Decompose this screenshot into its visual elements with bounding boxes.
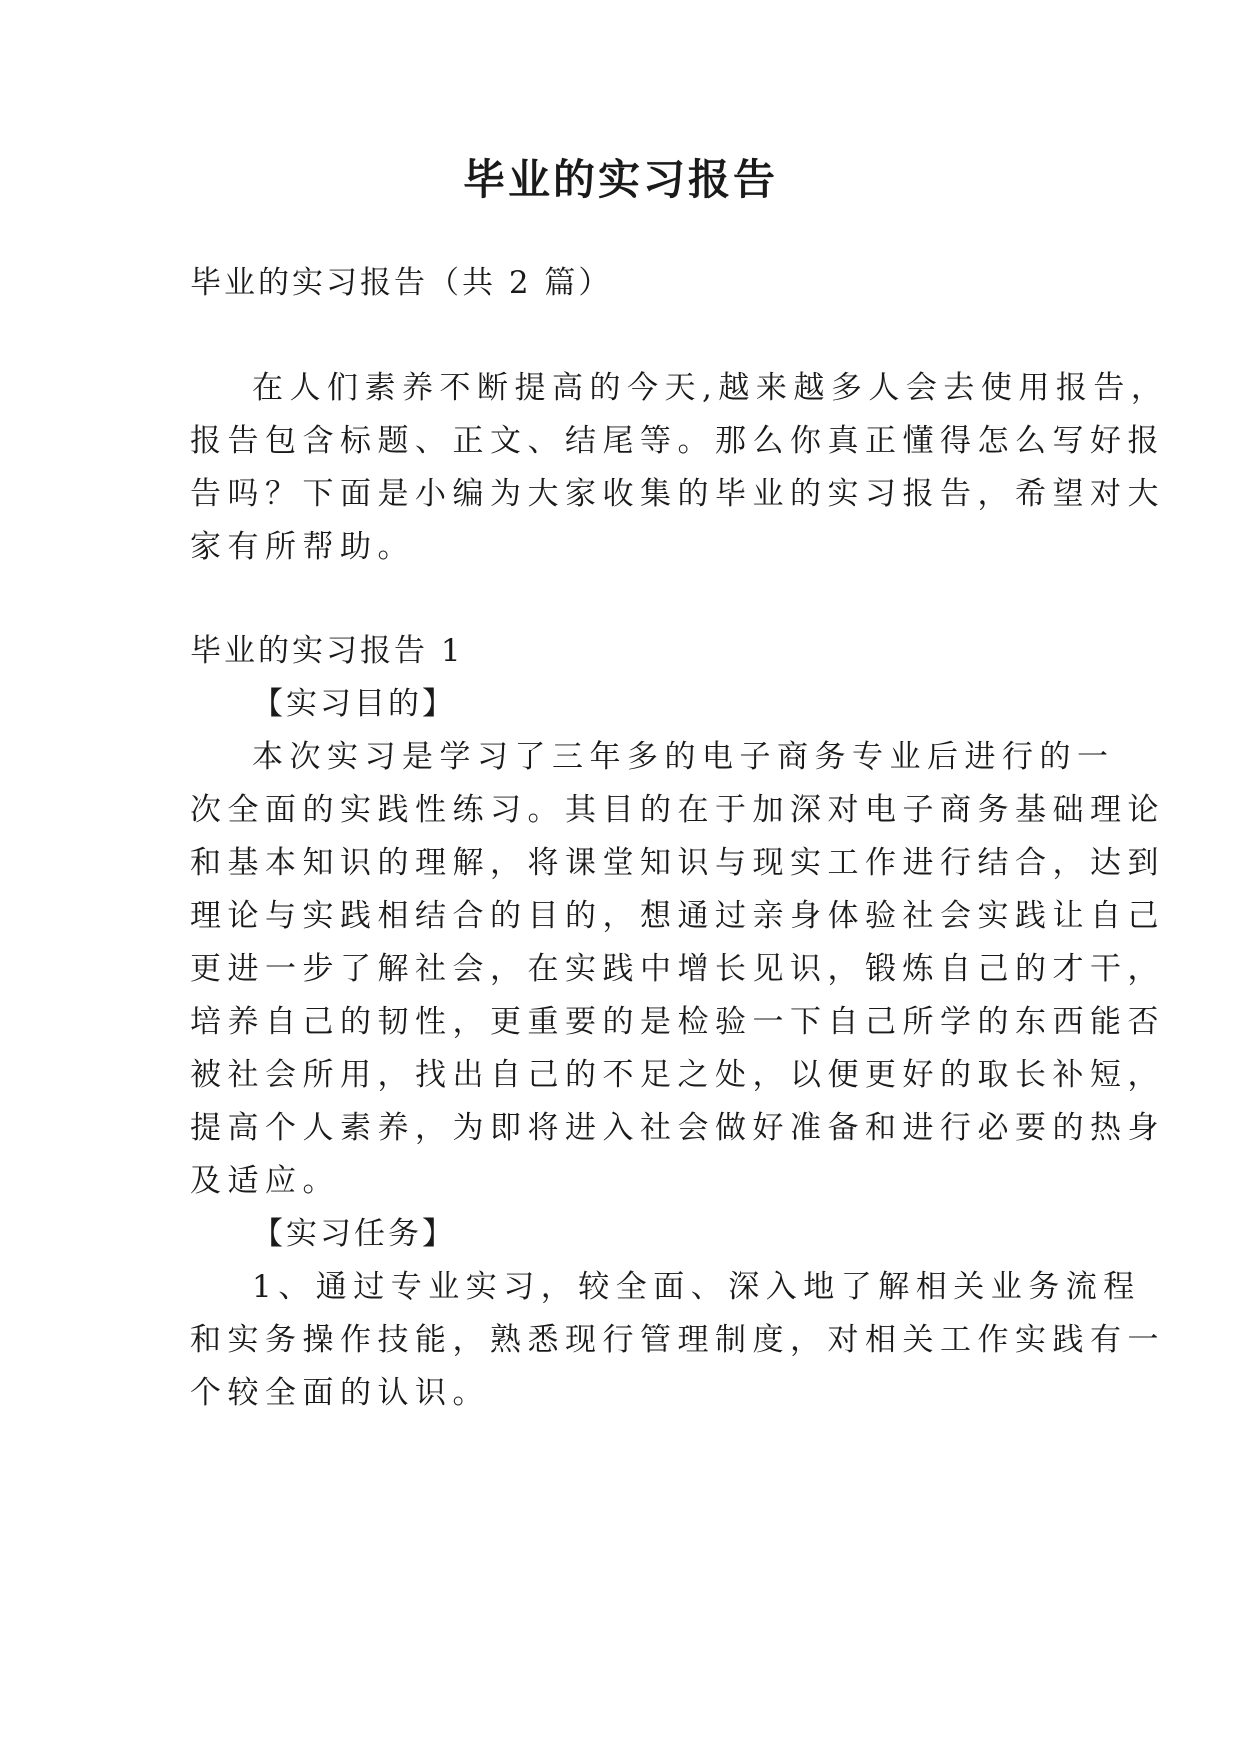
- purpose-heading: 【实习目的】: [252, 686, 456, 722]
- purpose-line-2: 次全面的实践性练习。其目的在于加深对电子商务基础理论: [190, 792, 1165, 828]
- purpose-line-5: 更进一步了解社会，在实践中增长见识，锻炼自己的才干，: [190, 951, 1165, 987]
- page-title: 毕业的实习报告: [462, 155, 778, 204]
- intro-line-2: 报告包含标题、正文、结尾等。那么你真正懂得怎么写好报: [190, 423, 1165, 459]
- task-heading: 【实习任务】: [252, 1216, 456, 1252]
- document-subtitle: 毕业的实习报告（共 2 篇）: [190, 265, 613, 301]
- task-line-1: 1、通过专业实习，较全面、深入地了解相关业务流程: [252, 1269, 1141, 1305]
- intro-line-4: 家有所帮助。: [190, 529, 415, 565]
- purpose-line-1: 本次实习是学习了三年多的电子商务专业后进行的一: [252, 739, 1115, 775]
- section-title: 毕业的实习报告 1: [190, 633, 464, 669]
- intro-line-1: 在人们素养不断提高的今天,越来越多人会去使用报告，: [252, 370, 1169, 406]
- purpose-line-3: 和基本知识的理解，将课堂知识与现实工作进行结合，达到: [190, 845, 1165, 881]
- task-line-3: 个较全面的认识。: [190, 1375, 490, 1411]
- task-line-2: 和实务操作技能，熟悉现行管理制度，对相关工作实践有一: [190, 1322, 1165, 1358]
- purpose-line-4: 理论与实践相结合的目的，想通过亲身体验社会实践让自己: [190, 898, 1165, 934]
- purpose-line-9: 及适应。: [190, 1163, 340, 1199]
- purpose-line-8: 提高个人素养，为即将进入社会做好准备和进行必要的热身: [190, 1110, 1165, 1146]
- purpose-line-6: 培养自己的韧性，更重要的是检验一下自己所学的东西能否: [190, 1004, 1165, 1040]
- purpose-line-7: 被社会所用，找出自己的不足之处，以便更好的取长补短，: [190, 1057, 1165, 1093]
- intro-line-3: 告吗？下面是小编为大家收集的毕业的实习报告，希望对大: [190, 476, 1165, 512]
